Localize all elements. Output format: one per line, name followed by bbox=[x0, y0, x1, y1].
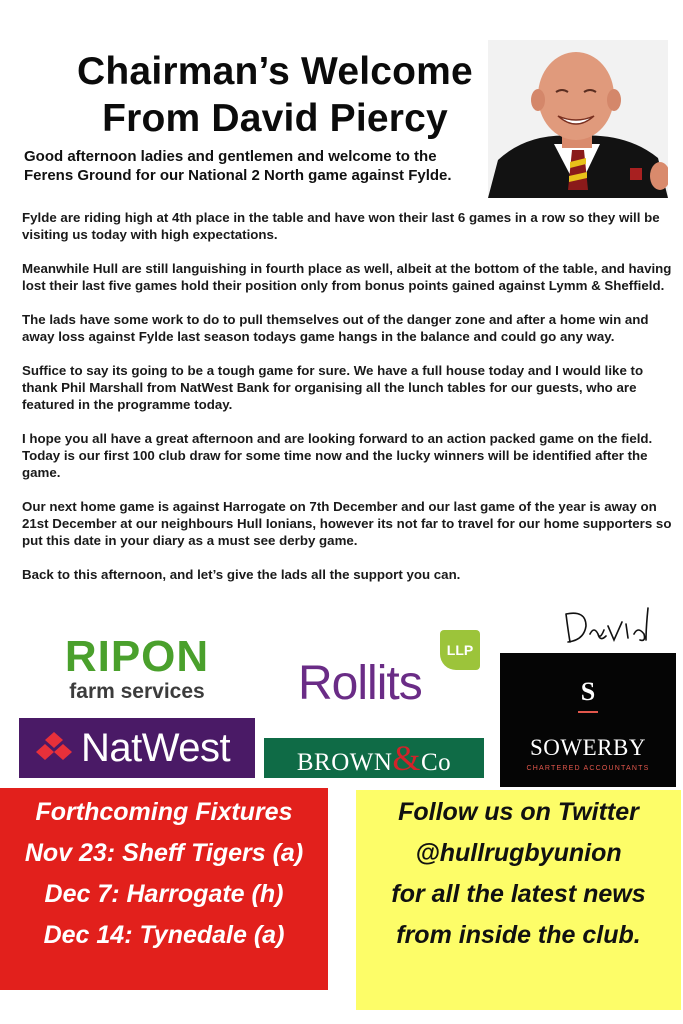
signature-david bbox=[560, 600, 660, 650]
paragraph: Meanwhile Hull are still languishing in fourth place as well, albeit at the bottom of the table, and having lost their last five games hold their position only from bonus points gained against Lymm & Sheffield. bbox=[22, 261, 672, 293]
letter-body bbox=[22, 209, 672, 600]
rollits-logo-text: Rollits bbox=[298, 657, 422, 710]
forthcoming-fixtures-panel bbox=[0, 788, 328, 990]
sowerby-logo-subtext: CHARTERED ACCOUNTANTS bbox=[526, 765, 650, 772]
paragraph: I hope you all have a great afternoon and are looking forward to an action packed game on the field. Today is our first 100 club draw for some time now and the lucky winners will be identified after the game. bbox=[22, 431, 653, 480]
natwest-logo bbox=[19, 718, 255, 778]
brownco-co: Co bbox=[420, 749, 452, 776]
twitter-line: Follow us on Twitter bbox=[398, 798, 639, 826]
rollits-llp-badge: LLP bbox=[440, 630, 480, 670]
sowerby-logo bbox=[500, 653, 676, 787]
paragraph: Back to this afternoon, and let’s give the lads all the support you can. bbox=[22, 567, 461, 582]
page-title bbox=[40, 48, 510, 142]
paragraph: Suffice to say its going to be a tough game for sure. We have a full house today and I would like to thank Phil Marshall from NatWest Bank for organising all the lunch tables for our guests, who are featured in the programme today. bbox=[22, 363, 644, 412]
title-line-1: Chairman’s Welcome bbox=[77, 50, 473, 93]
ripon-logo-text: RIPON bbox=[64, 632, 210, 681]
sowerby-monogram: S bbox=[580, 677, 596, 706]
paragraph: Fylde are riding high at 4th place in the table and have won their last 6 games in a row so they will be visiting us today with high expectations. bbox=[22, 210, 660, 242]
brownco-brown: BROWN bbox=[296, 749, 393, 776]
twitter-handle: @hullrugbyunion bbox=[415, 839, 622, 867]
fixtures-heading: Forthcoming Fixtures bbox=[35, 798, 293, 826]
intro-text: Good afternoon ladies and gentlemen and welcome to the Ferens Ground for our National 2 North game against Fylde. bbox=[24, 148, 452, 184]
fixture-item: Dec 14: Tynedale (a) bbox=[43, 921, 285, 949]
sowerby-logo-text: SOWERBY bbox=[530, 735, 646, 760]
brown-and-co-logo-text bbox=[264, 738, 484, 778]
paragraph: The lads have some work to do to pull themselves out of the danger zone and after a home win and away loss against Fylde last season todays game hangs in the balance and could go any way. bbox=[22, 312, 649, 344]
brownco-ampersand: & bbox=[392, 738, 421, 778]
twitter-line: for all the latest news bbox=[391, 880, 646, 908]
natwest-cube-icon bbox=[35, 730, 73, 766]
sowerby-accent-bar bbox=[578, 711, 598, 713]
twitter-panel bbox=[356, 790, 681, 1010]
chairman-photo bbox=[488, 40, 668, 198]
title-line-2: From David Piercy bbox=[102, 97, 448, 140]
fixture-item: Nov 23: Sheff Tigers (a) bbox=[24, 839, 304, 867]
ripon-farm-services-logo bbox=[32, 627, 242, 709]
brown-and-co-logo bbox=[264, 738, 484, 778]
twitter-line: from inside the club. bbox=[396, 921, 641, 949]
fixture-item: Dec 7: Harrogate (h) bbox=[44, 880, 284, 908]
ripon-logo-subtext: farm services bbox=[69, 680, 205, 703]
paragraph: Our next home game is against Harrogate on 7th December and our last game of the year is away on 21st December at our neighbours Hull Ionians, however its not far to travel for our home supporters so put this date in your diary as a must see derby game. bbox=[22, 499, 672, 548]
rollits-logo bbox=[262, 630, 486, 718]
natwest-logo-text: NatWest bbox=[81, 726, 231, 770]
